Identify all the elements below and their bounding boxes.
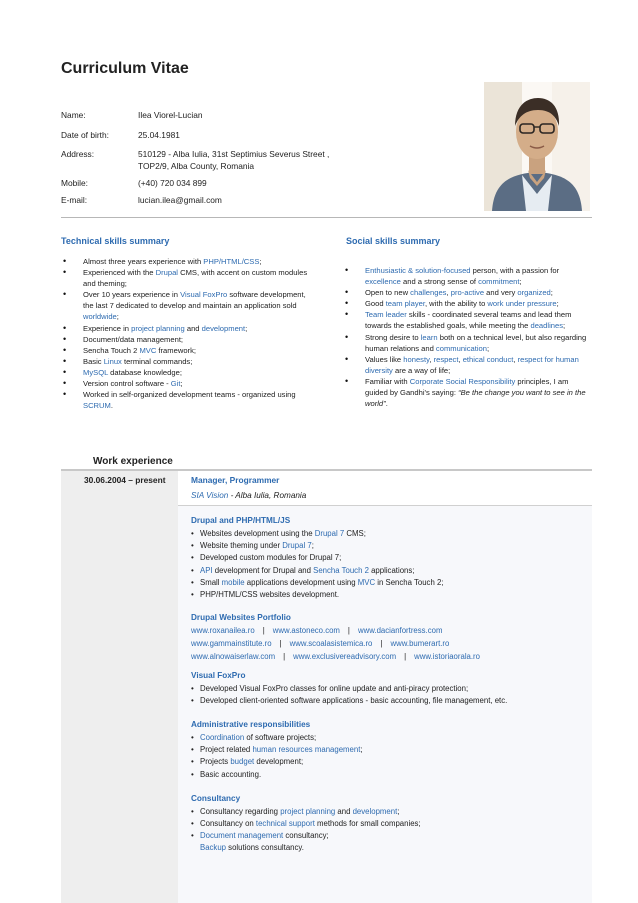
text: applications; xyxy=(368,565,415,575)
text: consultancy; xyxy=(283,831,329,841)
list-item xyxy=(343,265,593,287)
list-item xyxy=(191,589,581,601)
text: , xyxy=(458,354,463,364)
job-divider xyxy=(178,505,592,506)
list-item xyxy=(191,830,581,842)
list-item xyxy=(61,334,316,345)
text: ; xyxy=(180,379,183,389)
list-item xyxy=(61,256,316,267)
text: development; xyxy=(254,757,304,767)
social-skills-list xyxy=(343,265,593,409)
highlight-text: project planning xyxy=(280,807,336,816)
consultancy-heading: Consultancy xyxy=(191,794,241,803)
drupal-heading: Drupal and PHP/HTML/JS xyxy=(191,516,291,525)
highlight-text: Team leader xyxy=(365,310,407,320)
text: Consultancy regarding xyxy=(200,807,281,816)
technical-skills-heading: Technical skills summary xyxy=(61,236,170,246)
portfolio-row xyxy=(191,650,480,663)
highlight-text: Drupal 7 xyxy=(282,541,312,551)
job-period: 30.06.2004 – present xyxy=(84,475,166,485)
portfolio-link[interactable]: www.scoalasistemica.ro xyxy=(289,639,373,648)
highlight-text: organized xyxy=(517,288,551,298)
text: Values like xyxy=(365,354,404,364)
list-item xyxy=(191,769,581,781)
list-item xyxy=(191,744,581,756)
list-item xyxy=(61,356,316,367)
list-item xyxy=(343,287,593,298)
company-location: - Alba Iulia, Romania xyxy=(228,491,307,500)
highlight-text: Document management xyxy=(200,831,284,841)
name-label: Name: xyxy=(61,110,86,120)
separator: | xyxy=(279,639,282,648)
text: Almost three years experience with xyxy=(83,257,204,266)
mobile-label: Mobile: xyxy=(61,178,88,188)
highlight-text: development xyxy=(201,323,246,333)
name-value: Ilea Viorel-Lucian xyxy=(138,110,203,120)
list-item xyxy=(343,354,593,376)
portfolio-link[interactable]: www.istoriaorala.ro xyxy=(414,652,480,661)
text: ; xyxy=(550,288,553,298)
list-item xyxy=(191,806,581,818)
list-item xyxy=(191,528,581,540)
text: methods for small companies; xyxy=(314,819,421,829)
text: Websites development using the xyxy=(200,529,315,538)
highlight-text: challenges xyxy=(410,288,447,298)
header-divider xyxy=(61,217,592,218)
birth-label: Date of birth: xyxy=(61,130,109,140)
consultancy-list xyxy=(191,806,581,843)
text: and xyxy=(184,323,202,333)
text: Developed client-oriented software applications - basic accounting, file management, etc. xyxy=(200,696,508,706)
list-item xyxy=(191,732,581,744)
text: applications development using xyxy=(244,577,358,587)
text: , xyxy=(446,288,451,298)
birth-value: 25.04.1981 xyxy=(138,130,180,140)
text: and a strong sense of xyxy=(400,277,479,287)
highlight-text: worldwide xyxy=(83,312,117,322)
highlight-text: PHP/HTML/CSS xyxy=(203,257,260,266)
text: , xyxy=(513,354,518,364)
highlight-text: excellence xyxy=(365,277,401,287)
list-item xyxy=(191,818,581,830)
list-item xyxy=(191,683,586,695)
highlight-text: mobile xyxy=(221,577,245,587)
highlight-text: MVC xyxy=(139,345,157,355)
text: terminal commands; xyxy=(121,356,193,366)
text: ; xyxy=(259,257,262,266)
email-value: lucian.ilea@gmail.com xyxy=(138,195,222,205)
portfolio-row xyxy=(191,624,480,637)
list-item xyxy=(191,540,581,552)
text: solutions consultancy. xyxy=(226,843,304,852)
list-item xyxy=(61,367,316,378)
technical-skills-list xyxy=(61,256,316,411)
text: Over 10 years experience in xyxy=(83,290,181,300)
email-label: E-mail: xyxy=(61,195,88,205)
list-item xyxy=(343,376,593,409)
text: software development, the last 7 dedicated to develop and maintain an application sold xyxy=(83,290,306,311)
text: development for Drupal and xyxy=(212,565,314,575)
highlight-text: team player xyxy=(385,299,425,309)
text: in Sencha Touch 2; xyxy=(375,577,444,587)
highlight-text: MVC xyxy=(357,577,376,587)
text: and very xyxy=(484,288,518,298)
portfolio-link[interactable]: www.astoneco.com xyxy=(272,626,340,635)
highlight-text: Enthusiastic & solution-focused xyxy=(365,266,471,275)
text: , xyxy=(429,354,434,364)
foxpro-heading: Visual FoxPro xyxy=(191,671,246,680)
admin-heading: Administrative responsibilities xyxy=(191,720,311,729)
separator: | xyxy=(380,639,383,648)
portfolio-link[interactable]: www.alnowaiserlaw.com xyxy=(191,652,276,661)
work-experience-heading: Work experience xyxy=(93,456,173,467)
portfolio-link[interactable]: www.roxanailea.ro xyxy=(191,626,255,635)
text: , with the ability to xyxy=(424,299,488,309)
text: CMS, with accent on custom modules and theming; xyxy=(83,268,308,289)
text: Sencha Touch 2 xyxy=(83,345,140,355)
highlight-text: Linux xyxy=(103,356,122,366)
text: ; xyxy=(519,277,522,287)
text: skills - coordinated several teams and lead them towards the established goals, while meeting the xyxy=(365,310,572,331)
highlight-text: SCRUM xyxy=(83,401,111,411)
highlight-text: Git xyxy=(170,379,181,389)
separator: | xyxy=(283,652,286,661)
highlight-text: honesty xyxy=(403,354,430,364)
portfolio-heading: Drupal Websites Portfolio xyxy=(191,613,291,622)
drupal-list xyxy=(191,528,581,601)
text: Basic accounting. xyxy=(200,769,262,779)
highlight-text: work under pressure xyxy=(487,299,557,309)
text: ; xyxy=(360,745,363,755)
text: Good xyxy=(365,299,386,309)
text: Experienced with the xyxy=(83,268,156,278)
highlight-text: technical support xyxy=(255,819,315,829)
list-item xyxy=(61,389,316,411)
consultancy-last-line xyxy=(200,843,304,852)
list-item xyxy=(61,289,316,322)
text: Projects xyxy=(200,757,231,767)
highlight-text: Drupal 7 xyxy=(314,529,345,538)
separator: | xyxy=(404,652,407,661)
list-item xyxy=(343,332,593,354)
social-skills-heading: Social skills summary xyxy=(346,236,441,246)
text: Small xyxy=(200,577,222,587)
highlight-text: respect for human diversity xyxy=(365,354,579,375)
page-title: Curriculum Vitae xyxy=(61,60,189,77)
list-item xyxy=(61,378,316,389)
highlight-text: learn xyxy=(420,332,438,342)
text: database knowledge; xyxy=(108,367,182,377)
text: ; xyxy=(563,321,566,331)
highlight-text: Coordination xyxy=(200,733,245,742)
text: Basic xyxy=(83,356,104,366)
admin-list xyxy=(191,732,581,781)
text: Developed custom modules for Drupal 7; xyxy=(200,553,342,563)
list-item xyxy=(191,756,581,768)
list-item xyxy=(191,552,581,564)
highlight-text: Drupal xyxy=(155,268,178,278)
text: ; xyxy=(556,299,559,309)
portfolio-link[interactable]: www.bumerart.ro xyxy=(390,639,450,648)
highlight-text: commitment xyxy=(478,277,520,287)
list-item xyxy=(191,695,586,707)
text: Strong desire to xyxy=(365,332,421,342)
text: . xyxy=(385,399,388,409)
highlight-text: Visual FoxPro xyxy=(180,290,228,300)
highlight-text: project planning xyxy=(131,323,185,333)
list-item xyxy=(343,298,593,309)
text: Website theming under xyxy=(200,541,283,551)
list-item xyxy=(61,345,316,356)
portfolio-row xyxy=(191,637,480,650)
highlight-text: ethical conduct xyxy=(462,354,514,364)
text: are a way of life; xyxy=(392,365,451,375)
address-label: Address: xyxy=(61,149,95,159)
list-item xyxy=(61,267,316,289)
portfolio-link[interactable]: www.gammainstitute.ro xyxy=(191,639,272,648)
portfolio-links xyxy=(191,624,480,663)
text: Developed Visual FoxPro classes for online update and anti-piracy protection; xyxy=(200,684,469,693)
text: Experience in xyxy=(83,323,132,333)
separator: | xyxy=(347,626,350,635)
list-item xyxy=(61,323,316,334)
text: PHP/HTML/CSS websites development. xyxy=(200,590,340,600)
highlight-text: API xyxy=(200,565,213,575)
highlight-text: communication xyxy=(435,343,487,353)
text: Version control software - xyxy=(83,379,171,389)
highlight-text: deadlines xyxy=(530,321,563,331)
separator: | xyxy=(262,626,265,635)
highlight-text: Sencha Touch 2 xyxy=(313,565,369,575)
highlight-text: human resources management xyxy=(252,745,361,755)
highlight-text: budget xyxy=(230,757,255,767)
text: and xyxy=(335,807,353,816)
text: ; xyxy=(397,807,400,816)
text: Document/data management; xyxy=(83,334,184,344)
portfolio-link[interactable]: www.exclusivereadvisory.com xyxy=(293,652,397,661)
text: Open to new xyxy=(365,288,411,298)
mobile-value: (+40) 720 034 899 xyxy=(138,178,207,188)
text: CMS; xyxy=(344,529,366,538)
text: ; xyxy=(245,323,248,333)
text: Consultancy on xyxy=(200,819,256,829)
text: both on a technical level, but also regarding human relations and xyxy=(365,332,587,353)
highlight-text: MySQL xyxy=(83,367,109,377)
job-company xyxy=(191,491,306,500)
highlight-text: pro-active xyxy=(450,288,485,298)
text: framework; xyxy=(156,345,196,355)
highlight-text: Corporate Social Responsibility xyxy=(409,376,516,386)
text: Worked in self-organized development teams - organized using xyxy=(83,390,296,400)
list-item xyxy=(191,565,581,577)
text: person, with a passion for xyxy=(470,266,560,275)
text: principles, I am guided by Gandhi's saying: xyxy=(365,376,569,398)
foxpro-list xyxy=(191,683,586,707)
list-item xyxy=(343,309,593,331)
date-column xyxy=(61,471,178,903)
text: ; xyxy=(116,312,119,322)
highlight-text: Backup xyxy=(200,843,227,852)
list-item xyxy=(191,577,581,589)
text: “Be the change you want to see in the world” xyxy=(365,388,586,409)
text: ; xyxy=(487,343,490,353)
company-name: SIA Vision xyxy=(191,491,229,500)
highlight-text: development xyxy=(352,807,398,816)
text: Familiar with xyxy=(365,376,410,386)
job-role: Manager, Programmer xyxy=(191,475,280,485)
address-value: 510129 - Alba Iulia, 31st Septimius Severus Street , TOP2/9, Alba County, Romania xyxy=(138,149,330,171)
text: . xyxy=(110,401,113,411)
text: Project related xyxy=(200,745,253,755)
profile-photo xyxy=(484,82,590,211)
portfolio-link[interactable]: www.dacianfortress.com xyxy=(357,626,443,635)
text: of software projects; xyxy=(244,733,317,742)
text: ; xyxy=(311,541,314,551)
highlight-text: respect xyxy=(433,354,459,364)
